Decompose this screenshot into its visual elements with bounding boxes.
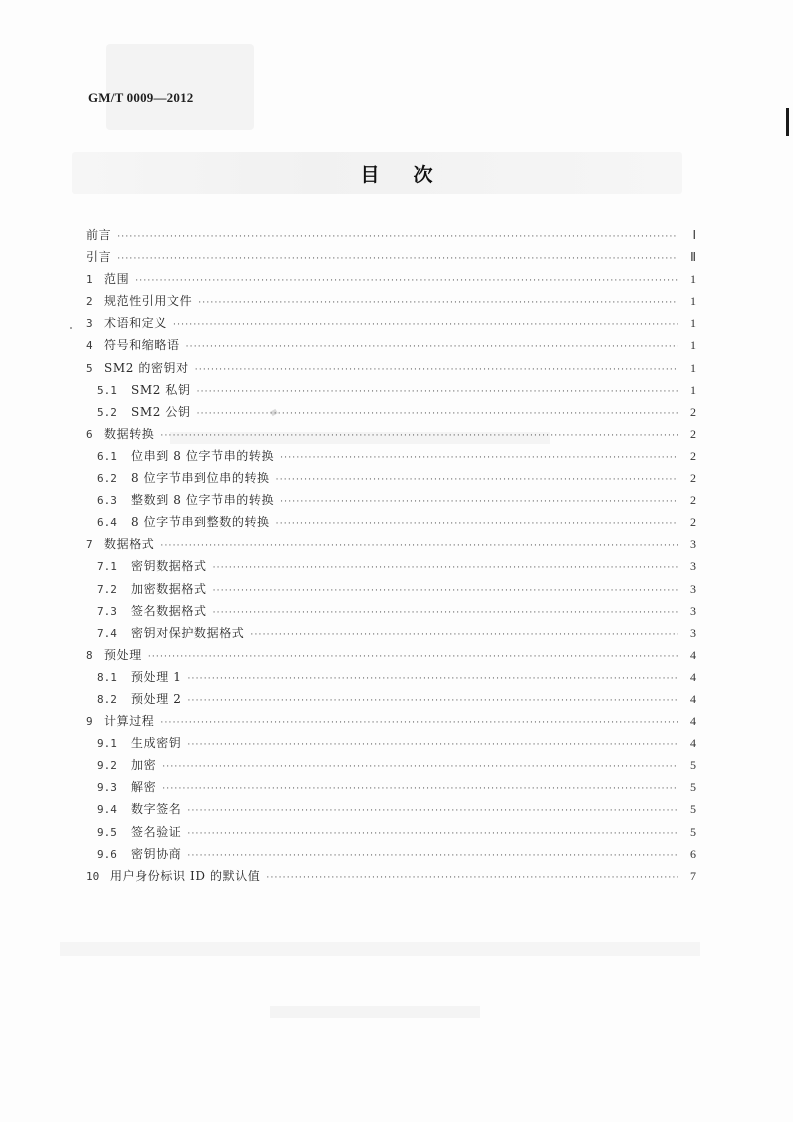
toc-entry-label: SM2 私钥	[131, 382, 191, 397]
toc-leader-dots	[186, 336, 678, 358]
toc-entry[interactable]	[86, 754, 696, 776]
toc-entry[interactable]	[86, 312, 696, 334]
toc-entry-number: 9.2	[97, 759, 117, 773]
toc-leader-dots	[187, 800, 678, 822]
toc-leader-dots	[195, 359, 678, 381]
toc-entry-number: 2	[86, 295, 93, 309]
toc-entry-number: 5.2	[97, 405, 117, 419]
toc-entry-page: 1	[690, 272, 696, 287]
toc-entry[interactable]	[86, 600, 696, 622]
toc-leader-dots	[162, 756, 678, 778]
toc-entry-number: 8.2	[97, 692, 117, 706]
toc-entry[interactable]	[86, 224, 696, 246]
toc-entry-number: 6.1	[97, 449, 117, 463]
toc-leader-dots	[266, 867, 678, 889]
toc-entry-page: 4	[690, 736, 696, 751]
toc-entry-number: 5.1	[97, 383, 117, 397]
toc-entry-label: 生成密钥	[131, 736, 182, 751]
toc-entry-label: 符号和缩略语	[104, 338, 180, 353]
toc-leader-dots	[148, 646, 678, 668]
toc-entry-page: 3	[690, 559, 696, 574]
toc-entry-number: 9.3	[97, 781, 117, 795]
toc-leader-dots	[187, 734, 678, 756]
toc-entry-label: 用户身份标识 ID 的默认值	[110, 868, 261, 883]
toc-leader-dots	[160, 712, 678, 734]
toc-entry-number: 6.2	[97, 472, 117, 486]
toc-entry-page: 5	[690, 758, 696, 773]
toc-entry-page: 2	[690, 404, 696, 419]
toc-entry-page: 2	[690, 426, 696, 441]
toc-entry[interactable]	[86, 865, 696, 887]
toc-entry-page: Ⅰ	[692, 228, 696, 242]
toc-entry-page: 4	[690, 647, 696, 662]
toc-entry-number: 4	[86, 339, 93, 353]
toc-entry-page: 3	[690, 537, 696, 552]
toc-entry-number: 9.1	[97, 737, 117, 751]
toc-entry-label: 范围	[104, 272, 130, 287]
toc-entry-number: 7.4	[97, 626, 117, 640]
toc-entry-number: 7.2	[97, 582, 117, 596]
toc-entry-page: 2	[690, 448, 696, 463]
toc-leader-dots	[187, 668, 678, 690]
toc-entry[interactable]	[86, 357, 696, 379]
toc-entry-number: 9	[86, 715, 93, 729]
toc-entry[interactable]	[86, 622, 696, 644]
toc-entry-page: 5	[690, 780, 696, 795]
toc-entry-number: 1	[86, 273, 93, 287]
toc-entry-label: 规范性引用文件	[104, 294, 193, 309]
toc-entry-page: 4	[690, 714, 696, 729]
table-of-contents	[86, 224, 696, 887]
toc-leader-dots	[173, 314, 678, 336]
toc-entry[interactable]	[86, 688, 696, 710]
toc-leader-dots	[187, 823, 678, 845]
toc-entry-number: 6.4	[97, 516, 117, 530]
toc-entry-label: 计算过程	[104, 714, 155, 729]
toc-leader-dots	[197, 403, 678, 425]
toc-entry[interactable]	[86, 776, 696, 798]
toc-entry-label: 预处理	[104, 647, 142, 662]
toc-entry[interactable]	[86, 578, 696, 600]
toc-entry-label: 加密	[131, 758, 157, 773]
toc-leader-dots	[213, 602, 678, 624]
toc-entry-number: 9.4	[97, 803, 117, 817]
page-title: 目次	[360, 164, 467, 186]
toc-entry-number: 7.1	[97, 560, 117, 574]
toc-entry-page: 5	[690, 802, 696, 817]
toc-entry[interactable]	[86, 533, 696, 555]
toc-entry-page: 3	[690, 625, 696, 640]
toc-leader-dots	[280, 447, 678, 469]
toc-leader-dots	[117, 226, 678, 248]
toc-entry-label: 数字签名	[131, 802, 182, 817]
toc-entry-label: 预处理 2	[131, 691, 182, 706]
toc-leader-dots	[198, 292, 678, 314]
toc-leader-dots	[160, 425, 678, 447]
toc-entry[interactable]	[86, 666, 696, 688]
toc-entry-number: 6	[86, 427, 93, 441]
toc-entry-page: 2	[690, 515, 696, 530]
toc-entry-label: 密钥对保护数据格式	[131, 625, 245, 640]
toc-entry-number: 9.5	[97, 825, 117, 839]
toc-entry-page: 4	[690, 669, 696, 684]
toc-entry-page: 5	[690, 824, 696, 839]
toc-leader-dots	[117, 248, 678, 270]
toc-entry-label: 8 位字节串到位串的转换	[131, 471, 270, 486]
toc-entry-page: 4	[690, 691, 696, 706]
bleed-through-logo	[106, 44, 254, 130]
toc-entry-label: 加密数据格式	[131, 581, 207, 596]
toc-entry[interactable]	[86, 798, 696, 820]
toc-entry[interactable]	[86, 821, 696, 843]
standard-code: GM/T 0009—2012	[88, 90, 194, 105]
toc-entry[interactable]	[86, 445, 696, 467]
toc-entry[interactable]	[86, 732, 696, 754]
toc-entry-page: 1	[690, 316, 696, 331]
toc-entry-label: 数据转换	[104, 426, 155, 441]
toc-leader-dots	[276, 469, 678, 491]
toc-entry[interactable]	[86, 401, 696, 423]
toc-entry-page: 3	[690, 603, 696, 618]
toc-entry[interactable]	[86, 334, 696, 356]
toc-entry-number: 9.6	[97, 847, 117, 861]
toc-entry-number: 6.3	[97, 494, 117, 508]
toc-entry[interactable]	[86, 511, 696, 533]
toc-entry-label: 引言	[86, 250, 112, 265]
toc-entry[interactable]	[86, 290, 696, 312]
toc-leader-dots	[250, 624, 678, 646]
bleed-through-line	[270, 1006, 480, 1018]
toc-entry-number: 8.1	[97, 670, 117, 684]
toc-entry-page: 1	[690, 338, 696, 353]
toc-leader-dots	[213, 557, 678, 579]
toc-entry-number: 3	[86, 317, 93, 331]
toc-entry[interactable]	[86, 246, 696, 268]
toc-entry-label: 数据格式	[104, 537, 155, 552]
toc-entry-label: 签名数据格式	[131, 603, 207, 618]
scan-speck	[70, 327, 72, 329]
toc-entry[interactable]	[86, 555, 696, 577]
toc-entry[interactable]	[86, 268, 696, 290]
toc-entry-label: 位串到 8 位字节串的转换	[131, 448, 275, 463]
toc-entry-label: 密钥协商	[131, 846, 182, 861]
toc-leader-dots	[135, 270, 678, 292]
toc-entry[interactable]	[86, 379, 696, 401]
toc-entry-label: 8 位字节串到整数的转换	[131, 515, 270, 530]
toc-leader-dots	[197, 381, 678, 403]
scan-edge-mark	[786, 108, 789, 136]
toc-entry-label: 整数到 8 位字节串的转换	[131, 493, 275, 508]
toc-entry[interactable]	[86, 423, 696, 445]
toc-entry[interactable]	[86, 843, 696, 865]
toc-entry-page: 2	[690, 471, 696, 486]
toc-entry-label: 前言	[86, 228, 112, 242]
toc-entry-number: 7	[86, 538, 93, 552]
toc-leader-dots	[280, 491, 678, 513]
toc-entry-number: 7.3	[97, 604, 117, 618]
toc-entry-label: SM2 公钥	[131, 404, 191, 419]
toc-entry-label: 预处理 1	[131, 669, 182, 684]
toc-entry-label: 密钥数据格式	[131, 559, 207, 574]
toc-entry-label: SM2 的密钥对	[104, 360, 189, 375]
toc-entry[interactable]	[86, 489, 696, 511]
toc-entry-page: 7	[690, 868, 696, 883]
toc-entry-page: 6	[690, 846, 696, 861]
toc-entry-label: 术语和定义	[104, 316, 168, 331]
toc-entry-label: 签名验证	[131, 824, 182, 839]
toc-leader-dots	[187, 845, 678, 867]
toc-entry-label: 解密	[131, 780, 157, 795]
toc-leader-dots	[276, 513, 678, 535]
toc-entry[interactable]	[86, 644, 696, 666]
toc-entry[interactable]	[86, 710, 696, 732]
toc-entry-page: 1	[690, 382, 696, 397]
toc-entry-page: 1	[690, 294, 696, 309]
toc-entry-number: 8	[86, 648, 93, 662]
toc-leader-dots	[160, 535, 678, 557]
toc-entry-number: 5	[86, 361, 93, 375]
toc-leader-dots	[213, 580, 678, 602]
toc-entry[interactable]	[86, 467, 696, 489]
toc-entry-page: Ⅱ	[690, 250, 696, 265]
toc-entry-page: 2	[690, 493, 696, 508]
toc-entry-number: 10	[86, 869, 100, 883]
toc-entry-page: 3	[690, 581, 696, 596]
toc-entry-page: 1	[690, 360, 696, 375]
bleed-through-line	[60, 942, 700, 956]
toc-leader-dots	[187, 690, 678, 712]
toc-leader-dots	[162, 778, 678, 800]
